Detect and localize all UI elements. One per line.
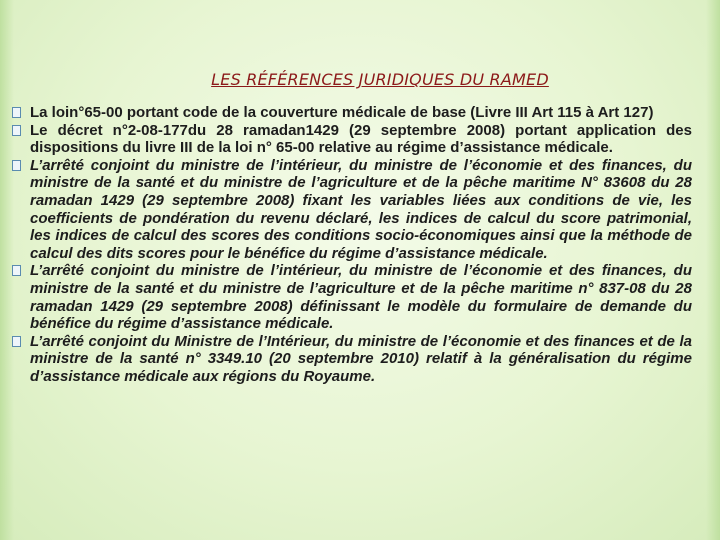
list-item: [12, 122, 692, 157]
bullet-icon: [12, 125, 21, 136]
slide-title: LES RÉFÉRENCES JURIDIQUES DU RAMED: [211, 70, 549, 89]
list-item-text: L’arrêté conjoint du ministre de l’intérieur, du ministre de l’économie et des finances, du ministre de la santé et du ministre de l’agriculture et de la pêche maritime n° 837-08 du 28 ramadan 1429 (29 septembre 2008) définissant le modèle du formulaire de demande du bénéfice du régime d’assistance médicale.: [30, 262, 692, 333]
list-item-text: L’arrêté conjoint du Ministre de l’Intérieur, du ministre de l’économie et des finances et de la ministre de la santé n° 3349.10 (20 septembre 2010) relatif à la généralisation du régime d’assistance médicale aux régions du Royaume.: [30, 332, 692, 385]
list-item: [12, 333, 692, 386]
list-item-text: L’arrêté conjoint du ministre de l’intérieur, du ministre de l’économie et des finances, du ministre de la santé et du ministre de l’agriculture et de la pêche maritime N° 83608 du 28 ramadan 1429 (29 septembre 2008) fixant les variables liées aux conditions de vie, les coefficients de pondération du revenu déclaré, les indices de calcul du score patrimonial, les indices de calcul des scores des conditions socio-économiques ainsi que la méthode de calcul des dits scores pour le bénéfice du régime d’assistance médicale.: [30, 156, 692, 262]
bullet-icon: [12, 160, 21, 171]
bullet-icon: [12, 265, 21, 276]
list-item-text: La loin°65-00 portant code de la couverture médicale de base (Livre III Art 115 à Art 127): [30, 104, 654, 121]
bullet-icon: [12, 107, 21, 118]
list-item-text: Le décret n°2-08-177du 28 ramadan1429 (29 septembre 2008) portant application des dispositions du livre III de la loi n° 65-00 relative au régime d’assistance médicale.: [30, 121, 692, 157]
bullet-icon: [12, 336, 21, 347]
list-item: [12, 104, 692, 122]
list-item: [12, 262, 692, 332]
list-item: [12, 157, 692, 263]
legal-references-list: [12, 104, 692, 386]
